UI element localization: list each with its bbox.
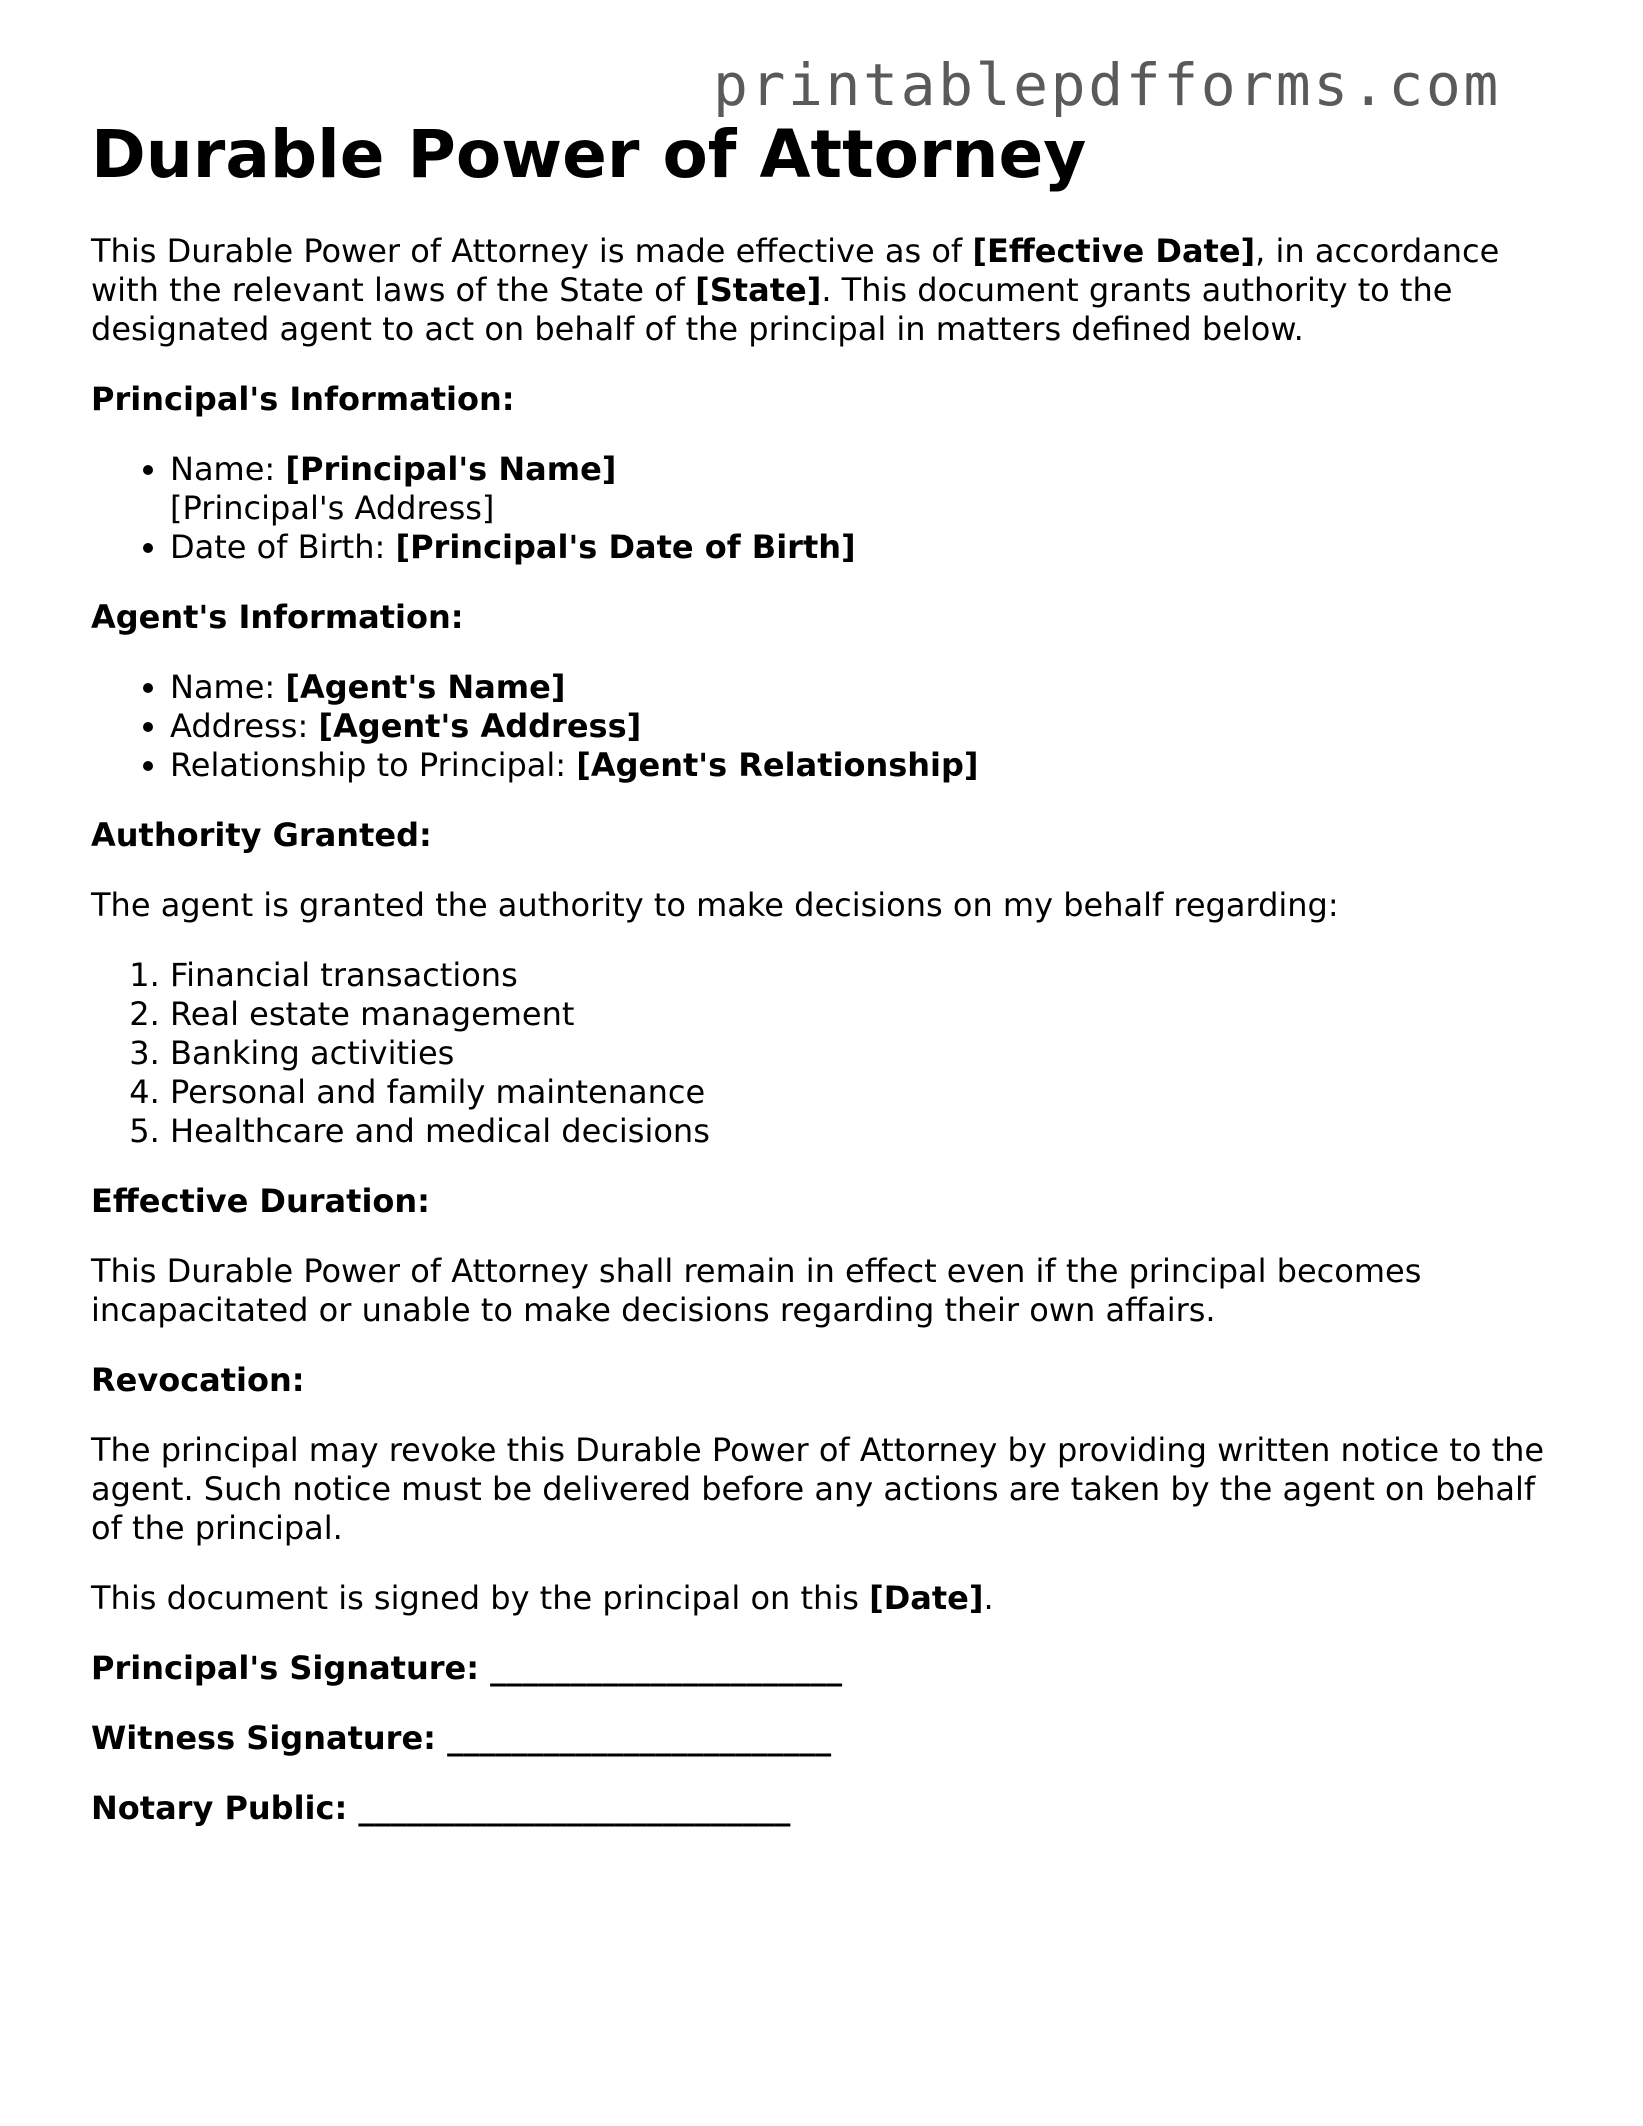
intro-text-1: This Durable Power of Attorney is made effective as of — [91, 232, 973, 270]
authority-list — [91, 956, 1571, 1151]
duration-text: This Durable Power of Attorney shall remain in effect even if the principal becomes incapacitated or unable to make decisions regarding their own affairs. — [91, 1252, 1422, 1329]
revocation-text: The principal may revoke this Durable Power of Attorney by providing written notice to the agent. Such notice must be delivered before any actions are taken by the agent on behalf of the principal. — [91, 1431, 1545, 1547]
notary-signature-line: Notary Public: ___________________________ — [91, 1789, 791, 1827]
document-page — [91, 110, 1571, 1828]
signed-date-field: [Date] — [869, 1579, 984, 1617]
agent-info-list — [91, 668, 1571, 785]
signed-text-1: This document is signed by the principal on this — [91, 1579, 870, 1617]
authority-item: 4. Personal and family maintenance — [170, 1073, 1571, 1112]
principal-name-field: [Principal's Name] — [285, 450, 617, 488]
authority-item: 3. Banking activities — [170, 1034, 1571, 1073]
agent-address-item — [170, 707, 1571, 746]
principal-address-field: [Principal's Address] — [170, 489, 495, 527]
agent-address-label: Address: — [170, 707, 319, 745]
agent-name-field: [Agent's Name] — [285, 668, 566, 706]
principal-name-item — [170, 450, 1571, 528]
agent-relationship-item — [170, 746, 1571, 785]
authority-item: 5. Healthcare and medical decisions — [170, 1112, 1571, 1151]
signed-statement — [91, 1579, 1571, 1618]
agent-heading: Agent's Information: — [91, 598, 464, 636]
intro-paragraph — [91, 232, 1571, 349]
agent-address-field: [Agent's Address] — [318, 707, 642, 745]
agent-name-item — [170, 668, 1571, 707]
intro-text-2: , in accordance with the relevant laws of the State of — [91, 232, 1500, 309]
state-field: [State] — [695, 271, 822, 309]
agent-relationship-field: [Agent's Relationship] — [576, 746, 979, 784]
principal-dob-field: [Principal's Date of Birth] — [395, 528, 856, 566]
witness-signature-line: Witness Signature: ________________________ — [91, 1719, 832, 1757]
watermark: printablepdfforms.com — [713, 51, 1501, 119]
authority-text: The agent is granted the authority to make decisions on my behalf regarding: — [91, 886, 1339, 924]
signed-text-2: . — [983, 1579, 994, 1617]
authority-item: 2. Real estate management — [170, 995, 1571, 1034]
agent-name-label: Name: — [170, 668, 286, 706]
intro-text-3: . This document grants authority to the designated agent to act on behalf of the principal in matters defined below. — [91, 271, 1453, 348]
document-title: Durable Power of Attorney — [91, 116, 1087, 193]
principal-dob-item — [170, 528, 1571, 567]
authority-heading: Authority Granted: — [91, 816, 432, 854]
duration-heading: Effective Duration: — [91, 1182, 430, 1220]
principal-signature-line: Principal's Signature: ______________________ — [91, 1649, 843, 1687]
effective-date-field: [Effective Date] — [972, 232, 1256, 270]
principal-dob-label: Date of Birth: — [170, 528, 396, 566]
principal-heading: Principal's Information: — [91, 380, 515, 418]
agent-relationship-label: Relationship to Principal: — [170, 746, 577, 784]
revocation-heading: Revocation: — [91, 1361, 305, 1399]
principal-name-label: Name: — [170, 450, 286, 488]
principal-info-list — [91, 450, 1571, 567]
authority-item: 1. Financial transactions — [170, 956, 1571, 995]
